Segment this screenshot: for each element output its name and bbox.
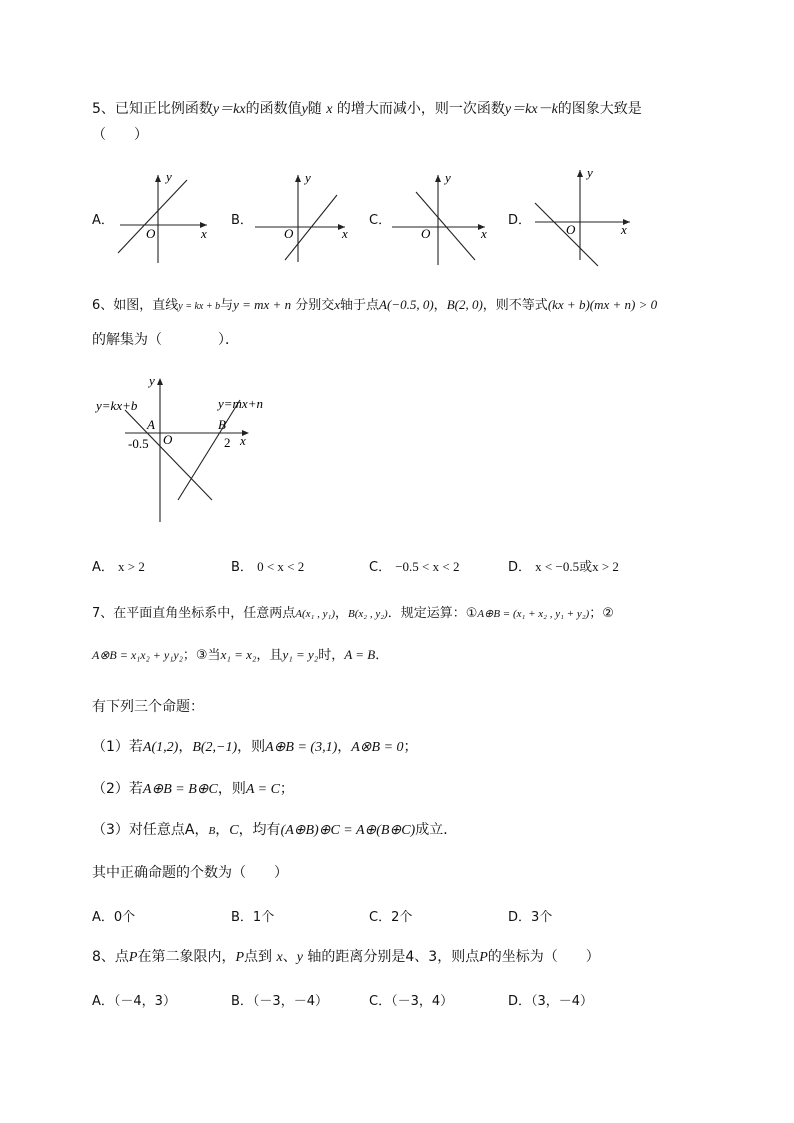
origin-label: O xyxy=(566,222,576,237)
q7-text: ；② xyxy=(589,606,614,621)
q7-point-b: B(x₂ , y₂) xyxy=(348,608,388,620)
q6-text: 6、如图，直线 xyxy=(92,298,179,313)
x-label: x xyxy=(621,222,627,237)
q6-point-b: B(2, 0) xyxy=(446,297,483,312)
y-label: y xyxy=(166,169,172,184)
q7-proposition-3: （3）对任意点A，B，C，均有(A⊕B)⊕C = A⊕(B⊕C)成立． xyxy=(92,822,458,838)
q5-prefix: 5、已知正比例函数 xyxy=(92,101,213,117)
q8-option-c[interactable]: C．（－3，4） xyxy=(369,994,454,1009)
q8-stem: 8、点P在第二象限内，P点到 x、y 轴的距离分别是4、3，则点P的坐标为（ ） xyxy=(92,949,600,965)
point-b-label: B xyxy=(218,417,226,432)
q6-eq-2: y = mx + n xyxy=(233,297,292,312)
q6-inequality: (kx + b)(mx + n) > 0 xyxy=(547,297,658,312)
q6-text: ，则不等式 xyxy=(482,298,548,313)
q5-suffix: 的图象大致是 xyxy=(557,101,642,117)
q7-condition-3: A = B xyxy=(344,647,376,662)
q7-text: 7、在平面直角坐标系中，任意两点 xyxy=(92,606,296,621)
q5-function-1: y＝kx xyxy=(212,102,246,117)
point-a-label: A xyxy=(147,417,155,432)
origin-label: O xyxy=(421,226,431,241)
q6-stem-line2: 的解集为（ ）． xyxy=(92,332,239,348)
q5-option-c-label[interactable]: C． xyxy=(369,213,392,228)
q7-stem-line2 xyxy=(92,646,388,665)
q5-option-b-label[interactable]: B． xyxy=(231,213,253,228)
q6-eq-1: y = kx + b xyxy=(178,301,221,312)
q5-option-a-label[interactable]: A． xyxy=(92,213,114,228)
q7-option-c[interactable]: C．2个 xyxy=(369,910,413,925)
y-axis-label: y xyxy=(149,373,155,388)
y-label: y xyxy=(587,165,593,180)
q7-condition-1: x₁ = x₂ xyxy=(220,647,257,662)
q7-text: ，且 xyxy=(256,648,283,663)
q7-option-d[interactable]: D．3个 xyxy=(508,910,553,925)
q8-option-b[interactable]: B．（－3，－4） xyxy=(231,994,328,1009)
q6-option-b[interactable]: B． 0 < x < 2 xyxy=(231,559,305,575)
q8-option-a[interactable]: A．（－4，3） xyxy=(92,994,176,1009)
q6-option-d[interactable]: D． x < −0.5或x > 2 xyxy=(508,559,619,575)
x-label: x xyxy=(201,226,207,241)
q7-question: 其中正确命题的个数为（ ） xyxy=(92,865,288,881)
q7-intro: 有下列三个命题： xyxy=(92,699,204,715)
q7-option-a[interactable]: A．0个 xyxy=(92,910,136,925)
q7-text: ．规定运算：① xyxy=(387,606,478,621)
q7-text: ， xyxy=(335,606,349,621)
q5-answer-paren: （ ） xyxy=(92,127,148,143)
q6-option-c[interactable]: C． −0.5 < x < 2 xyxy=(369,559,460,575)
q8-option-d[interactable]: D．（3，－4） xyxy=(508,994,594,1009)
q5-text: 的函数值 xyxy=(245,101,302,117)
q5-option-d-label[interactable]: D． xyxy=(508,213,532,228)
q5-var-x: x xyxy=(326,102,333,117)
x-label: x xyxy=(481,226,487,241)
y-axis-arrow xyxy=(157,378,163,385)
q7-option-b[interactable]: B．1个 xyxy=(231,910,275,925)
q7-operation-2: A⊗B = x₁x₂ + y₁y₂ xyxy=(92,648,183,662)
q7-proposition-1: （1）若A(1,2)，B(2,−1)，则A⊕B = (3,1)，A⊗B = 0； xyxy=(92,739,418,755)
q5-var-y: y xyxy=(301,102,308,117)
q7-text: ；③当 xyxy=(182,648,221,663)
q7-condition-2: y₁ = y₂ xyxy=(282,647,319,662)
origin-label: O xyxy=(284,226,294,241)
q5-text: 随 xyxy=(307,101,322,117)
line-kx-b-label: y=kx+b xyxy=(96,398,138,413)
tick-neg-half: -0.5 xyxy=(128,436,149,451)
q7-text: ． xyxy=(375,648,389,663)
q6-text: 与 xyxy=(220,298,234,313)
q6-text: ， xyxy=(433,298,447,313)
q7-proposition-2: （2）若A⊕B = B⊕C，则A = C； xyxy=(92,781,294,797)
origin-label: O xyxy=(146,226,156,241)
origin-label: O xyxy=(163,432,173,447)
q7-stem-line1 xyxy=(92,605,614,623)
x-axis-label: x xyxy=(240,433,246,448)
x-label: x xyxy=(342,226,348,241)
q7-point-a: A(x₁ , y₁) xyxy=(295,608,335,620)
q6-text: 轴于点 xyxy=(340,298,380,313)
line-kx-b xyxy=(125,410,212,500)
y-label: y xyxy=(445,170,451,185)
q6-var-x: x xyxy=(334,297,341,312)
q6-option-a[interactable]: A． x > 2 xyxy=(92,559,145,575)
line-mx-n xyxy=(178,400,240,500)
q6-point-a: A(−0.5, 0) xyxy=(379,297,434,312)
y-label: y xyxy=(305,170,311,185)
line-mx-n-label: y=mx+n xyxy=(218,396,263,411)
q7-text: 时， xyxy=(318,648,345,663)
q5-function-2: y＝kx－k xyxy=(504,102,558,117)
q5-text: 的增大而减小，则一次函数 xyxy=(336,101,505,117)
q7-operation-1: A⊕B = (x₁ + x₂ , y₁ + y₂) xyxy=(477,608,590,620)
q6-text: 分别交 xyxy=(295,298,335,313)
tick-two: 2 xyxy=(224,435,231,450)
